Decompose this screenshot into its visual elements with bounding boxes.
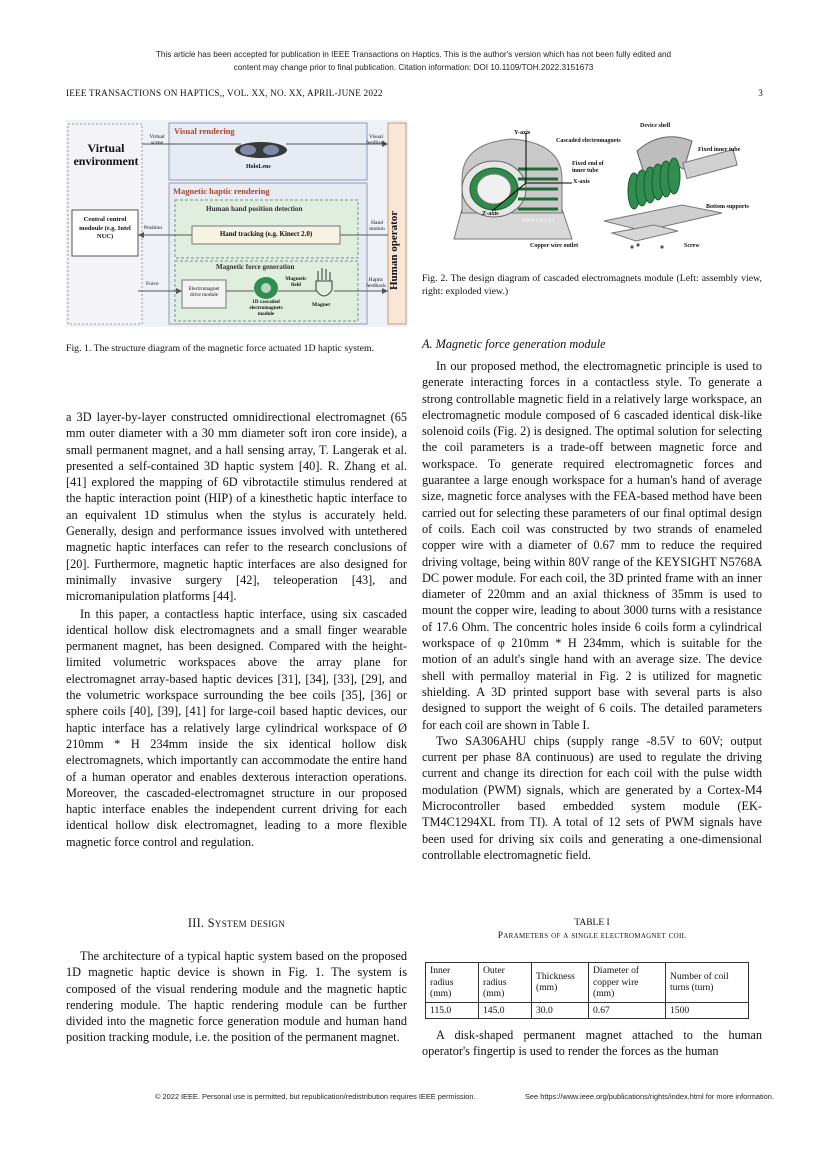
label-x-axis: X-axis [573,178,590,185]
label-screw: Screw [684,243,700,249]
label-force-generation: Magnetic force generation [216,263,295,271]
label-drive-module: Electromagnet drive module [188,286,220,298]
left-paragraph-1: a 3D layer-by-layer constructed omnidirectional electromagnet (65 mm outer diameter with a 30 mm diameter soft iron core inside), a small permanent magnet, and a hall sensing array, T. Langerak et al. presented a self-contained 3D haptic system [40]. R. Zhang et al. [41] explored the mapping of 6D vibrotactile stimulus rendered at the haptic interaction point (HIP) of a kinesthetic haptic interface to an equivalent 1D stimulus when the stylus is accurately held. Generally, design and performance issues involved with untethered magnetic haptic interfaces can refer to the research conclusions of [20]. Furthermore, magnetic haptic interfaces are also designed for minimally invasive surgery [42], teleoperation [43], and micromanipulation platforms [44]. [66,410,407,604]
label-bottom-supports: Bottom supports [706,204,749,210]
publication-notice [0,48,827,74]
figure-2-diagram [422,121,762,259]
table-header-cell: Thickness (mm) [532,963,589,1003]
label-fixed-inner-tube: Fixed inner tube [698,147,741,153]
table-row [426,1002,749,1019]
table-header-cell: Outer radius (mm) [479,963,532,1003]
left-column [66,409,407,850]
table-header-row [426,963,749,1003]
label-copper-outlet: Copper wire outlet [530,243,579,249]
parameters-table [425,962,749,1019]
figure-1-caption: Fig. 1. The structure diagram of the magnetic force actuated 1D haptic system. [66,343,375,354]
label-human-operator: Human operator [388,210,400,290]
label-visual-rendering: Visual rendering [174,126,235,136]
table-header-cell: Number of coil turns (turn) [666,963,749,1003]
label-cascaded-module: 1D cascaded electromagnets module [249,299,283,317]
subsection-heading: A. Magnetic force generation module [422,337,606,351]
label-hand-tracking: Hand tracking (e.g. Kinect 2.0) [219,230,313,238]
table-header-cell: Diameter of copper wire (mm) [589,963,666,1003]
table-cell: 30.0 [532,1002,589,1019]
footer-copyright: © 2022 IEEE. Personal use is permitted, but republication/redistribution requires IEEE permission. [155,1092,476,1101]
label-magnetic-field: Magnetic field [285,276,307,288]
right-column [422,358,762,863]
journal-name: IEEE TRANSACTIONS ON HAPTICS,, VOL. XX, NO. XX, APRIL-JUNE 2022 [66,88,383,98]
label-fixed-end: Fixed end of inner tube [572,161,604,174]
table-header-cell: Inner radius (mm) [426,963,479,1003]
label-force: Force [146,281,159,287]
label-haptic-feedback: Haptic feedback [366,277,386,289]
table-label: TABLE I [574,918,610,928]
right-paragraph-3: A disk-shaped permanent magnet attached to the human operator's fingertip is used to render the forces as the human [422,1028,762,1059]
running-head [66,88,763,98]
label-cascaded-electromagnets: Cascaded electromagnets [556,138,621,144]
left-paragraph-3: The architecture of a typical haptic system based on the proposed 1D magnetic haptic device is shown in Fig. 1. The system is composed of the visual rendering module and the magnetic haptic rendering module. The haptic rendering module can be further divided into the magnetic force generation module and human hand position tracking module, i.e. the position of the permanent magnet. [66,949,407,1045]
right-column-end [422,1027,762,1060]
label-magnet: Magnet [312,302,331,308]
label-position: Position [144,225,163,231]
notice-line-1: This article has been accepted for publication in IEEE Transactions on Haptics. This is the author's version which has not been fully edited and [155,50,672,59]
label-magnetic-haptic-rendering: Magnetic haptic rendering [173,186,270,196]
label-virtual-scene: Virtual scene [149,134,165,146]
label-hand-motion: Hand motion [369,220,385,232]
section-heading [66,916,407,931]
table-cell: 1500 [666,1002,749,1019]
figure-1-diagram [66,120,408,327]
page-number: 3 [758,88,763,98]
label-z-axis: Z-axis [482,210,499,217]
label-virtual-environment: Virtual environment [73,141,139,168]
label-hololens: HoloLens [246,164,271,170]
table-cell: 115.0 [426,1002,479,1019]
footer-rights-link[interactable]: See https://www.ieee.org/publications/rights/index.html for more information. [525,1092,774,1101]
label-em-numbers: EM 6 5 4 3 2 1 [522,218,555,224]
label-device-shell: Device shell [640,123,671,129]
table-cell: 0.67 [589,1002,666,1019]
notice-line-2: content may change prior to final publication. Citation information: DOI 10.1109/TOH.2022.3151673 [233,63,594,72]
label-central-control: Central control modoule (e.g. Intel NUC) [79,216,131,240]
label-y-axis: Y-axis [514,129,531,136]
table-title: Parameters of a single electromagnet coil [497,931,687,941]
right-paragraph-2: Two SA306AHU chips (supply range -8.5V to 60V; output current per phase 8A continuous) are used to regulate the driving current and change its direction for each coil with the pulse width modulation (PWM) signals, which are generated by a Cortex-M4 Microcontroller based embedded system module (EK-TM4C1294XL from TI). A total of 12 sets of PWM signals have been used for driving six coils and generating a one-dimensional controllable electromagnetic field. [422,733,762,862]
left-column-section [66,948,407,1046]
section-number: III. [187,916,205,930]
section-title: System design [207,916,286,930]
table-cell: 145.0 [479,1002,532,1019]
figure-2-caption: Fig. 2. The design diagram of cascaded electromagnets module (Left: assembly view, right: exploded view.) [422,273,762,297]
parameters-table-wrap [425,962,749,1019]
right-paragraph-1: In our proposed method, the electromagnetic principle is used to generate interacting forces in a contactless style. To generate a strong controllable magnetic field in a relatively large workspace, an electromagnetic module composed of 6 cascaded identical disk-like solenoid coils (Fig. 2) is designed. The optimal solution for selecting the coil parameters is a trade-off between magnetic force and workspace. To generate required electromagnetic forces and guarantee a large enough workspace for a human's hand of average size, magnetic force analyses with the FEA-based method have been carried out for selecting these parameters of our final optimal design of coils. Each coil was constructed by two strands of enameled copper wire with a diameter of 0.67 mm to reduce the required driving voltage, being within 80V range of the KEYSIGHT N5768A DC power module. For each coil, the 3D printed frame with an inner diameter of 220mm and an axial thickness of 35mm is used to mount the copper wire, leading to about 3000 turns with a resistance of 17.6 Ohm. The concentric holes inside 6 coils form a cylindrical workspace of φ 210mm * H 234mm, which is suitable for the motion of an adult's single hand with an average size. The device shell with permalloy material in Fig. 2 is utilized for magnetic shielding. A 3D printed support base with several parts is also designed to support the weight of 6 coils. The detailed parameters for each coil are shown in Table I. [422,359,762,732]
label-hand-position-detection: Human hand position detection [206,205,303,213]
left-paragraph-2: In this paper, a contactless haptic interface, using six cascaded identical hollow disk electromagnets and a small finger wearable permanent magnet, has been designed. Compared with the height-limited volumetric workspaces above the array plane for electromagnet array-based haptic devices [31], [34], [33], [29], and the volumetric workspace surrounding the bee coils [35], [36] or sphere coils [40], [39], [41] for large-coil based haptic devices, our haptic interface has a relatively large cylindrical workspace of Ø 210mm * H 234mm inside the six identical hollow disk electromagnets, which importantly can accommodate the entire hand of a human operator and enables dexterous interaction operations. Moreover, the cascaded-electromagnet structure in our proposed haptic interface enables the independent current driving for each identical hollow disk electromagnet, leading to a more flexible magnetic force control and regulation. [66,606,407,849]
label-visual-feedback: Visual feedback [366,134,386,146]
